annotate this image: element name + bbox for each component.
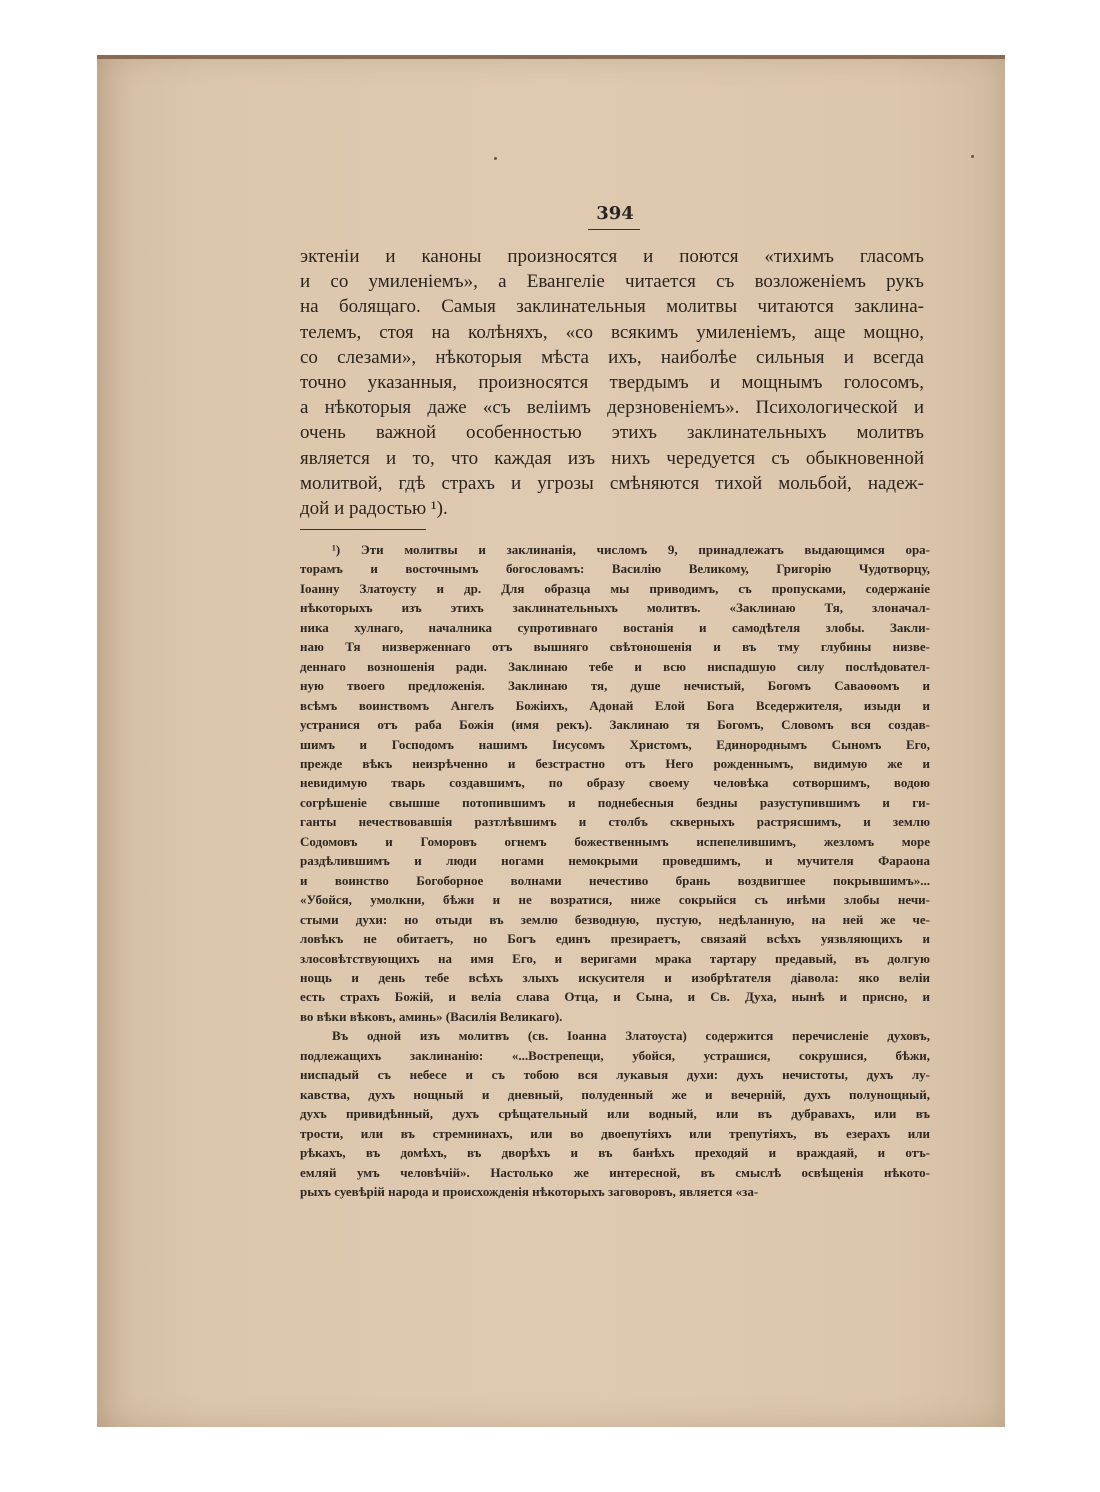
footnote-line: Содомовъ и Гоморовъ огнемъ божественнымъ испепелившимъ, жезломъ море: [300, 833, 930, 849]
footnote-line: Іоанну Златоусту и др. Для образца мы приводимъ, съ пропусками, содержаніе: [300, 580, 930, 596]
text-line: очень важной особенностью этихъ заклинательныхъ молитвъ: [300, 422, 924, 444]
footnote-line: во вѣки вѣковъ, аминь» (Василія Великаго).: [300, 1008, 563, 1024]
footnote-line: ¹) Эти молитвы и заклинанія, числомъ 9, принадлежатъ выдающимся ора-: [332, 542, 930, 557]
footnote-line: духъ привидѣнный, духъ срѣщательный или водный, или въ дубравахъ, или въ: [300, 1106, 930, 1122]
footnote-line: Въ одной изъ молитвъ (св. Іоанна Златоуста) содержится перечисленіе духовъ,: [332, 1028, 930, 1044]
footnote-line: нѣкоторыхъ изъ этихъ заклинательныхъ молитвъ. «Заклинаю Тя, злоначал-: [300, 600, 930, 616]
footnote-line: стыми духи: но отыди въ землю безводную, пустую, недѣланную, на ней же че-: [300, 911, 930, 927]
text-line: и со умиленіемъ», а Евангеліе читается съ возложеніемъ рукъ: [300, 271, 924, 293]
footnote-line: всѣмъ воинствомъ Ангелъ Божіихъ, Адонай Елой Бога Вседержителя, изыди и: [300, 697, 930, 713]
footnote-separator: [300, 529, 426, 530]
footnote-line: кавства, духъ нощный и дневный, полуденный же и вечерній, духъ полунощный,: [300, 1086, 930, 1102]
footnote-line: ную твоего предложенія. Заклинаю тя, душе нечистый, Богомъ Саваоѳомъ и: [300, 678, 930, 694]
footnote-line: деннаго возношенія ради. Заклинаю тебе и всю ниспадшую силу послѣдовател-: [300, 658, 930, 674]
footnote-line: ганты нечествовавшія разтлѣвшимъ и столбъ скверныхъ растрясшимъ, и землю: [300, 814, 930, 830]
main-paragraph: [300, 244, 924, 521]
footnote-line: торамъ и восточнымъ богословамъ: Василію Великому, Григорію Чудотворцу,: [300, 561, 930, 577]
scan-edge: [97, 55, 1005, 59]
footnote-line: наю Тя низверженнаго отъ вышняго свѣтоношенія и въ тму глубины низве-: [300, 639, 930, 655]
page-number-rule: [588, 229, 640, 230]
footnote-line: ника хулнаго, началника супротивнаго востанія и самодѣтеля злобы. Закли-: [300, 619, 930, 635]
footnote: [300, 540, 930, 1201]
page-number: 394: [596, 203, 634, 224]
text-line: точно указанныя, произносятся твердымъ и мощнымъ голосомъ,: [300, 372, 924, 394]
footnote-line: раздѣлившимъ и люди ногами немокрыми проведшимъ, и мучителя Фараона: [300, 853, 930, 869]
footnote-line: трости, или въ стремнинахъ, или во двоепутіяхъ или трепутіяхъ, въ езерахъ или: [300, 1125, 930, 1141]
footnote-line: шимъ и Господомъ нашимъ Іисусомъ Христомъ, Единороднымъ Сыномъ Его,: [300, 736, 930, 752]
text-line: молитвой, гдѣ страхъ и угрозы смѣняются тихой мольбой, надеж-: [300, 472, 924, 494]
text-line: а нѣкоторыя даже «съ веліимъ дерзновеніемъ». Психологической и: [300, 397, 924, 419]
footnote-line: устранися отъ раба Божія (имя рекъ). Заклинаю тя Богомъ, Словомъ вся создав-: [300, 717, 930, 733]
footnote-line: рѣкахъ, въ домѣхъ, въ дворѣхъ и въ банѣхъ преходяй и враждаяй, и отъ-: [300, 1145, 930, 1161]
footnote-line: есть страхъ Божій, и веліа слава Отца, и Сына, и Св. Духа, нынѣ и присно, и: [300, 989, 930, 1005]
footnote-line: невидимую тварь создавшимъ, по образу своему человѣка сотворшимъ, водою: [300, 775, 930, 791]
text-line: дой и радостью ¹).: [300, 498, 448, 520]
footnote-line: ловѣкъ не обитаетъ, но Богъ единъ презираетъ, связаяй всѣхъ уязвляющихъ и: [300, 931, 930, 947]
footnote-line: прежде вѣкъ неизрѣченно и безстрастно отъ Него рожденнымъ, видимую же и: [300, 755, 930, 771]
text-line: на болящаго. Самыя заклинательныя молитвы читаются заклина-: [300, 296, 924, 318]
text-line: эктеніи и каноны произносятся и поются «тихимъ гласомъ: [300, 246, 924, 267]
footnote-line: согрѣшеніе свышше потопившимъ и поднебесныя бездны разуступившимъ и ги-: [300, 794, 930, 810]
footnote-line: ниспадый съ небесе и съ тобою вся лукавыя духи: духъ нечистоты, духъ лу-: [300, 1067, 930, 1083]
text-line: является и то, что каждая изъ нихъ чередуется съ обыкновенной: [300, 447, 924, 469]
footnote-line: «Убойся, умолкни, бѣжи и не возратися, ниже сокрыйся съ инѣми злобы нечи-: [300, 892, 930, 908]
dust-speck: [971, 155, 974, 158]
footnote-line: нощь и день тебе всѣхъ злыхъ искусителя и изобрѣтателя діавола: яко веліи: [300, 969, 930, 985]
text-line: со слезами», нѣкоторыя мѣста ихъ, наиболѣе сильныя и всегда: [300, 346, 924, 368]
dust-speck: [494, 157, 497, 160]
footnote-line: рыхъ суевѣрій народа и происхожденія нѣкоторыхъ заговоровъ, является «за-: [300, 1183, 759, 1199]
footnote-line: злосовѣтствующихъ на имя Его, и веригами мрака тартару предавый, въ долгую: [300, 950, 930, 966]
footnote-line: емляй умъ человѣчій». Настолько же интересной, въ смыслѣ освѣщенія нѣкото-: [300, 1164, 930, 1180]
footnote-line: и воинство Богоборное волнами нечестиво брань воздвигшее покрывшимъ»...: [300, 872, 930, 888]
text-line: телемъ, стоя на колѣняхъ, «со всякимъ умиленіемъ, аще мощно,: [300, 321, 924, 343]
footnote-line: подлежащихъ заклинанію: «...Вострепещи, убойся, устрашися, сокрушися, бѣжи,: [300, 1047, 930, 1063]
